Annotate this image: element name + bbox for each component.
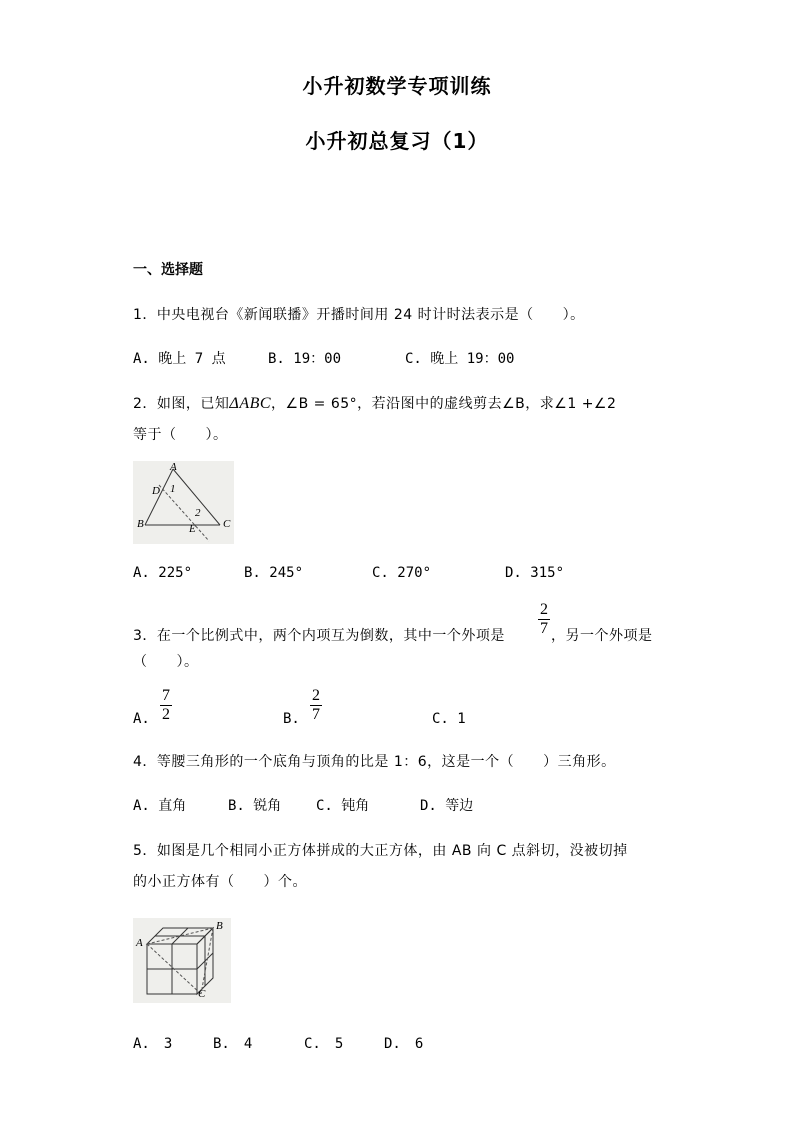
question-5-option-b[interactable]: B. 4 <box>213 1036 253 1052</box>
question-5-option-a[interactable]: A. 3 <box>133 1036 173 1052</box>
page-title: 小升初数学专项训练 <box>302 74 492 98</box>
triangle-figure <box>133 461 234 544</box>
question-3-text-a: 3．在一个比例式中，两个内项互为倒数，其中一个外项是 <box>133 628 505 644</box>
section-heading: 一、选择题 <box>133 262 203 278</box>
question-3-option-c[interactable]: C. 1 <box>432 711 466 727</box>
option-b-fraction <box>309 687 323 724</box>
cube-label-a: A <box>136 937 143 949</box>
question-2-option-d[interactable]: D. 315° <box>505 565 565 581</box>
fraction-denominator: 7 <box>540 620 548 637</box>
question-3-text-b: ，另一个外项是 <box>551 628 653 644</box>
question-2-condition: ，∠B = 65°，若沿图中的虚线剪去∠B，求∠1 +∠2 <box>271 396 617 412</box>
cube-label-c: C <box>198 988 206 1000</box>
question-5-line-2: 的小正方体有（ ）个。 <box>133 874 307 890</box>
label-b: B <box>137 518 144 530</box>
question-5-line-1: 5．如图是几个相同小正方体拼成的大正方体，由 AB 向 C 点斜切，没被切掉 <box>133 843 628 859</box>
triangle-diagram <box>133 461 234 544</box>
question-1-option-a[interactable]: A. 晚上 7 点 <box>133 351 226 367</box>
question-2-option-c[interactable]: C. 270° <box>372 565 432 581</box>
question-3-line-2: （ ）。 <box>133 654 199 670</box>
option-a-denominator: 2 <box>162 706 170 723</box>
question-2-line-1 <box>133 393 616 413</box>
cube-label-b: B <box>216 920 223 932</box>
question-4-option-b[interactable]: B. 锐角 <box>228 798 282 814</box>
question-3-option-a-label[interactable]: A. <box>133 711 150 727</box>
question-5-option-c[interactable]: C. 5 <box>304 1036 344 1052</box>
option-a-numerator: 7 <box>162 687 170 704</box>
question-2-line-2: 等于（ ）。 <box>133 427 228 443</box>
label-c: C <box>223 518 231 530</box>
question-1-text: 1．中央电视台《新闻联播》开播时间用 24 时计时法表示是（ ）。 <box>133 307 585 323</box>
question-2-prefix: 2．如图，已知 <box>133 396 230 412</box>
option-a-fraction <box>159 687 173 724</box>
question-5-option-d[interactable]: D. 6 <box>384 1036 424 1052</box>
question-2-option-b[interactable]: B. 245° <box>244 565 304 581</box>
question-4-text: 4．等腰三角形的一个底角与顶角的比是 1：6，这是一个（ ）三角形。 <box>133 754 616 770</box>
question-1-option-b[interactable]: B. 19：00 <box>268 351 342 367</box>
fraction-numerator: 2 <box>540 601 548 618</box>
question-4-option-c[interactable]: C. 钝角 <box>316 798 370 814</box>
label-1: 1 <box>170 483 176 495</box>
fraction-two-sevenths <box>537 601 551 638</box>
label-e: E <box>189 523 196 535</box>
cube-figure <box>133 918 231 1003</box>
question-2-option-a[interactable]: A. 225° <box>133 565 193 581</box>
question-4-option-d[interactable]: D. 等边 <box>420 798 474 814</box>
question-1-option-c[interactable]: C. 晚上 19：00 <box>405 351 515 367</box>
question-4-option-a[interactable]: A. 直角 <box>133 798 187 814</box>
label-2: 2 <box>195 507 201 519</box>
page-subtitle: 小升初总复习（1） <box>305 129 489 153</box>
label-a: A <box>170 461 177 473</box>
triangle-notation: ΔABC <box>229 395 272 412</box>
label-d: D <box>152 485 160 497</box>
question-3-option-b-label[interactable]: B. <box>283 711 300 727</box>
option-b-numerator: 2 <box>312 687 320 704</box>
option-b-denominator: 7 <box>312 706 320 723</box>
